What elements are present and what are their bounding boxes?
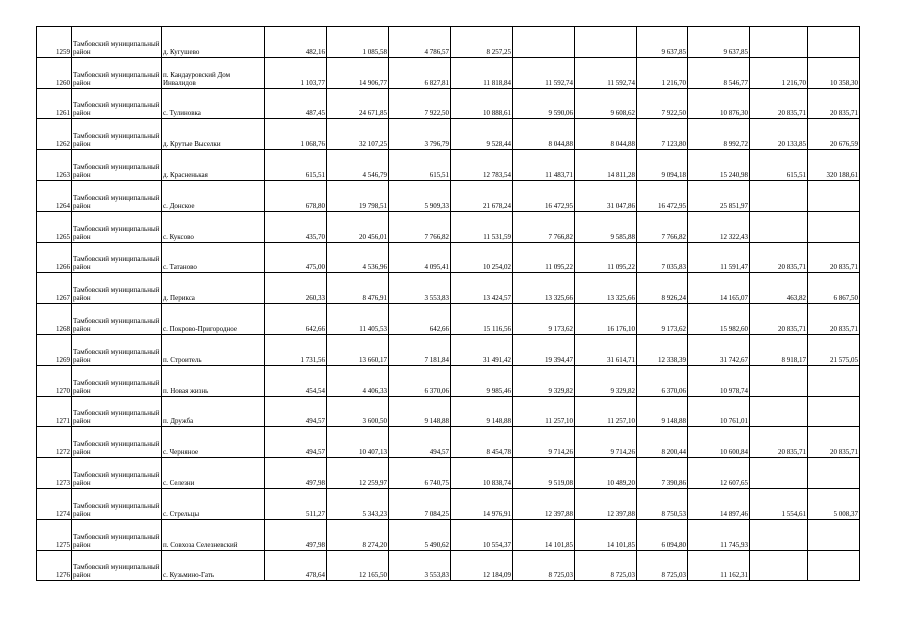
value-cell: 20 835,71 [750, 427, 808, 458]
value-cell: 6 094,80 [637, 519, 688, 550]
value-cell: 16 472,95 [637, 180, 688, 211]
value-cell: 8 044,88 [513, 119, 575, 150]
value-cell: 9 590,06 [513, 88, 575, 119]
row-number-cell: 1271 [37, 396, 72, 427]
value-cell: 25 851,97 [688, 180, 750, 211]
value-cell [808, 211, 860, 242]
value-cell: 478,64 [265, 550, 327, 581]
value-cell: 8 918,17 [750, 334, 808, 365]
district-cell: Тамбовский муниципальный район [72, 488, 162, 519]
value-cell: 31 491,42 [451, 334, 513, 365]
value-cell: 10 489,20 [575, 458, 637, 489]
value-cell: 463,82 [750, 273, 808, 304]
settlement-cell: п. Новая жизнь [162, 365, 265, 396]
value-cell: 14 811,28 [575, 150, 637, 181]
value-cell: 10 888,61 [451, 88, 513, 119]
table-row [37, 550, 860, 581]
table-row [37, 519, 860, 550]
value-cell: 642,66 [265, 304, 327, 335]
settlement-cell: п. Кандауровский Дом Инвалидов [162, 57, 265, 88]
value-cell: 15 116,56 [451, 304, 513, 335]
value-cell: 11 257,10 [513, 396, 575, 427]
value-cell: 1 216,70 [637, 57, 688, 88]
value-cell: 11 531,59 [451, 211, 513, 242]
value-cell [575, 27, 637, 58]
value-cell: 8 725,03 [513, 550, 575, 581]
settlement-cell: с. Кузьмино-Гать [162, 550, 265, 581]
value-cell: 320 188,61 [808, 150, 860, 181]
value-cell: 12 322,43 [688, 211, 750, 242]
value-cell: 12 338,39 [637, 334, 688, 365]
row-number-cell: 1260 [37, 57, 72, 88]
value-cell: 20 676,59 [808, 119, 860, 150]
value-cell: 8 725,03 [575, 550, 637, 581]
row-number-cell: 1269 [37, 334, 72, 365]
value-cell [808, 27, 860, 58]
table-row [37, 211, 860, 242]
row-number-cell: 1263 [37, 150, 72, 181]
value-cell: 4 786,57 [389, 27, 451, 58]
value-cell: 14 976,91 [451, 488, 513, 519]
settlement-cell: п. Совхоза Селезневский [162, 519, 265, 550]
row-number-cell: 1273 [37, 458, 72, 489]
value-cell: 494,57 [265, 427, 327, 458]
value-cell: 7 766,82 [389, 211, 451, 242]
value-cell: 12 607,65 [688, 458, 750, 489]
value-cell: 11 095,22 [513, 242, 575, 273]
value-cell: 11 591,47 [688, 242, 750, 273]
table-row [37, 27, 860, 58]
value-cell: 8 257,25 [451, 27, 513, 58]
value-cell: 12 259,97 [327, 458, 389, 489]
value-cell: 20 835,71 [808, 304, 860, 335]
value-cell: 6 867,50 [808, 273, 860, 304]
value-cell: 15 240,98 [688, 150, 750, 181]
value-cell: 12 783,54 [451, 150, 513, 181]
value-cell: 13 325,66 [575, 273, 637, 304]
value-cell: 8 750,53 [637, 488, 688, 519]
value-cell: 15 982,60 [688, 304, 750, 335]
value-cell: 7 181,84 [389, 334, 451, 365]
value-cell: 6 827,81 [389, 57, 451, 88]
district-cell: Тамбовский муниципальный район [72, 427, 162, 458]
value-cell: 12 165,50 [327, 550, 389, 581]
district-cell: Тамбовский муниципальный район [72, 150, 162, 181]
value-cell: 19 394,47 [513, 334, 575, 365]
value-cell: 16 176,10 [575, 304, 637, 335]
value-cell: 615,51 [265, 150, 327, 181]
value-cell: 7 390,86 [637, 458, 688, 489]
value-cell: 9 714,26 [575, 427, 637, 458]
value-cell: 11 818,84 [451, 57, 513, 88]
value-cell: 8 044,88 [575, 119, 637, 150]
district-cell: Тамбовский муниципальный район [72, 273, 162, 304]
value-cell: 24 671,85 [327, 88, 389, 119]
value-cell: 8 454,78 [451, 427, 513, 458]
value-cell: 8 992,72 [688, 119, 750, 150]
settlement-cell: д. Периксa [162, 273, 265, 304]
value-cell [808, 458, 860, 489]
value-cell: 11 257,10 [575, 396, 637, 427]
value-cell: 12 397,88 [513, 488, 575, 519]
value-cell: 20 835,71 [750, 242, 808, 273]
value-cell [750, 396, 808, 427]
value-cell: 11 592,74 [575, 57, 637, 88]
value-cell: 12 397,88 [575, 488, 637, 519]
value-cell: 13 660,17 [327, 334, 389, 365]
value-cell [750, 180, 808, 211]
table-row [37, 242, 860, 273]
value-cell: 475,00 [265, 242, 327, 273]
value-cell: 9 094,18 [637, 150, 688, 181]
district-cell: Тамбовский муниципальный район [72, 119, 162, 150]
value-cell [750, 365, 808, 396]
value-cell: 7 766,82 [513, 211, 575, 242]
value-cell: 31 614,71 [575, 334, 637, 365]
value-cell: 7 035,83 [637, 242, 688, 273]
value-cell: 494,57 [265, 396, 327, 427]
value-cell: 435,70 [265, 211, 327, 242]
district-cell: Тамбовский муниципальный район [72, 550, 162, 581]
district-cell: Тамбовский муниципальный район [72, 304, 162, 335]
value-cell: 1 554,61 [750, 488, 808, 519]
value-cell [750, 458, 808, 489]
value-cell: 9 528,44 [451, 119, 513, 150]
value-cell: 9 148,88 [451, 396, 513, 427]
value-cell: 1 103,77 [265, 57, 327, 88]
row-number-cell: 1259 [37, 27, 72, 58]
value-cell: 7 922,50 [389, 88, 451, 119]
value-cell: 9 329,82 [575, 365, 637, 396]
settlement-cell: с. Донское [162, 180, 265, 211]
value-cell: 21 575,05 [808, 334, 860, 365]
value-cell: 14 101,85 [513, 519, 575, 550]
value-cell: 14 101,85 [575, 519, 637, 550]
settlement-cell: п. Дружба [162, 396, 265, 427]
value-cell [808, 396, 860, 427]
value-cell: 11 162,31 [688, 550, 750, 581]
value-cell: 4 095,41 [389, 242, 451, 273]
value-cell: 6 740,75 [389, 458, 451, 489]
value-cell: 31 047,86 [575, 180, 637, 211]
table-row [37, 88, 860, 119]
value-cell: 10 254,02 [451, 242, 513, 273]
district-cell: Тамбовский муниципальный район [72, 57, 162, 88]
value-cell: 4 406,33 [327, 365, 389, 396]
value-cell: 5 008,37 [808, 488, 860, 519]
value-cell: 9 637,85 [637, 27, 688, 58]
value-cell: 9 714,26 [513, 427, 575, 458]
value-cell: 9 173,62 [637, 304, 688, 335]
value-cell: 20 835,71 [808, 427, 860, 458]
value-cell: 454,54 [265, 365, 327, 396]
table-row [37, 458, 860, 489]
settlement-cell: п. Строитель [162, 334, 265, 365]
value-cell: 21 678,24 [451, 180, 513, 211]
value-cell: 13 424,57 [451, 273, 513, 304]
row-number-cell: 1265 [37, 211, 72, 242]
row-number-cell: 1272 [37, 427, 72, 458]
row-number-cell: 1264 [37, 180, 72, 211]
value-cell: 11 592,74 [513, 57, 575, 88]
value-cell: 8 200,44 [637, 427, 688, 458]
settlement-cell: д. Кугушево [162, 27, 265, 58]
value-cell: 14 906,77 [327, 57, 389, 88]
row-number-cell: 1270 [37, 365, 72, 396]
value-cell [808, 365, 860, 396]
value-cell: 5 343,23 [327, 488, 389, 519]
district-cell: Тамбовский муниципальный район [72, 211, 162, 242]
value-cell: 9 173,62 [513, 304, 575, 335]
value-cell: 10 407,13 [327, 427, 389, 458]
value-cell: 12 184,09 [451, 550, 513, 581]
value-cell: 10 358,30 [808, 57, 860, 88]
value-cell [750, 550, 808, 581]
value-cell: 14 897,46 [688, 488, 750, 519]
table-row [37, 427, 860, 458]
row-number-cell: 1261 [37, 88, 72, 119]
value-cell [750, 211, 808, 242]
value-cell: 9 329,82 [513, 365, 575, 396]
value-cell: 482,16 [265, 27, 327, 58]
value-cell: 9 585,88 [575, 211, 637, 242]
value-cell: 5 909,33 [389, 180, 451, 211]
value-cell: 1 085,58 [327, 27, 389, 58]
value-cell: 5 490,62 [389, 519, 451, 550]
value-cell: 7 766,82 [637, 211, 688, 242]
table-body [37, 27, 860, 581]
value-cell: 10 600,84 [688, 427, 750, 458]
value-cell: 9 985,46 [451, 365, 513, 396]
row-number-cell: 1276 [37, 550, 72, 581]
settlement-cell: с. Черняное [162, 427, 265, 458]
table-row [37, 150, 860, 181]
district-cell: Тамбовский муниципальный район [72, 334, 162, 365]
value-cell: 19 798,51 [327, 180, 389, 211]
row-number-cell: 1275 [37, 519, 72, 550]
row-number-cell: 1266 [37, 242, 72, 273]
settlement-cell: с. Селезни [162, 458, 265, 489]
value-cell: 3 600,50 [327, 396, 389, 427]
value-cell: 10 978,74 [688, 365, 750, 396]
value-cell: 3 553,83 [389, 273, 451, 304]
district-cell: Тамбовский муниципальный район [72, 88, 162, 119]
value-cell: 7 084,25 [389, 488, 451, 519]
value-cell: 9 519,08 [513, 458, 575, 489]
value-cell: 7 123,80 [637, 119, 688, 150]
value-cell: 1 216,70 [750, 57, 808, 88]
value-cell: 10 876,30 [688, 88, 750, 119]
value-cell: 20 835,71 [750, 88, 808, 119]
value-cell: 1 068,76 [265, 119, 327, 150]
value-cell: 511,27 [265, 488, 327, 519]
value-cell: 8 274,20 [327, 519, 389, 550]
settlement-cell: д. Красненькая [162, 150, 265, 181]
settlement-cell: с. Куксово [162, 211, 265, 242]
district-cell: Тамбовский муниципальный район [72, 27, 162, 58]
value-cell [750, 27, 808, 58]
value-cell: 6 370,06 [637, 365, 688, 396]
value-cell: 487,45 [265, 88, 327, 119]
value-cell: 9 608,62 [575, 88, 637, 119]
value-cell [808, 180, 860, 211]
settlement-cell: с. Покрово-Пригородное [162, 304, 265, 335]
value-cell: 32 107,25 [327, 119, 389, 150]
value-cell: 10 761,01 [688, 396, 750, 427]
settlement-cell: д. Крутые Выселки [162, 119, 265, 150]
value-cell: 260,33 [265, 273, 327, 304]
value-cell: 10 838,74 [451, 458, 513, 489]
value-cell: 20 835,71 [750, 304, 808, 335]
value-cell [750, 519, 808, 550]
value-cell: 13 325,66 [513, 273, 575, 304]
row-number-cell: 1268 [37, 304, 72, 335]
table-row [37, 396, 860, 427]
value-cell: 494,57 [389, 427, 451, 458]
district-cell: Тамбовский муниципальный район [72, 519, 162, 550]
value-cell: 20 835,71 [808, 88, 860, 119]
value-cell: 678,80 [265, 180, 327, 211]
value-cell: 497,98 [265, 519, 327, 550]
table-row [37, 119, 860, 150]
district-cell: Тамбовский муниципальный район [72, 396, 162, 427]
table-row [37, 365, 860, 396]
table-row [37, 334, 860, 365]
row-number-cell: 1274 [37, 488, 72, 519]
district-cell: Тамбовский муниципальный район [72, 242, 162, 273]
value-cell [808, 550, 860, 581]
value-cell: 6 370,06 [389, 365, 451, 396]
value-cell: 1 731,56 [265, 334, 327, 365]
value-cell: 16 472,95 [513, 180, 575, 211]
value-cell: 31 742,67 [688, 334, 750, 365]
settlement-cell: с. Тулиновка [162, 88, 265, 119]
value-cell: 8 476,91 [327, 273, 389, 304]
value-cell: 14 165,07 [688, 273, 750, 304]
row-number-cell: 1262 [37, 119, 72, 150]
value-cell: 8 926,24 [637, 273, 688, 304]
district-cell: Тамбовский муниципальный район [72, 180, 162, 211]
district-cell: Тамбовский муниципальный район [72, 458, 162, 489]
value-cell: 642,66 [389, 304, 451, 335]
table-row [37, 488, 860, 519]
value-cell: 20 133,85 [750, 119, 808, 150]
value-cell: 11 483,71 [513, 150, 575, 181]
value-cell [808, 519, 860, 550]
district-cell: Тамбовский муниципальный район [72, 365, 162, 396]
value-cell: 9 637,85 [688, 27, 750, 58]
value-cell: 4 546,79 [327, 150, 389, 181]
row-number-cell: 1267 [37, 273, 72, 304]
value-cell: 9 148,88 [637, 396, 688, 427]
value-cell: 11 745,93 [688, 519, 750, 550]
value-cell: 615,51 [750, 150, 808, 181]
table-row [37, 273, 860, 304]
value-cell: 20 835,71 [808, 242, 860, 273]
value-cell: 10 554,37 [451, 519, 513, 550]
value-cell: 11 095,22 [575, 242, 637, 273]
value-cell: 615,51 [389, 150, 451, 181]
settlement-cell: с. Татаново [162, 242, 265, 273]
value-cell: 497,98 [265, 458, 327, 489]
value-cell: 4 536,96 [327, 242, 389, 273]
value-cell: 8 546,77 [688, 57, 750, 88]
value-cell: 8 725,03 [637, 550, 688, 581]
value-cell: 9 148,88 [389, 396, 451, 427]
value-cell: 3 553,83 [389, 550, 451, 581]
table-row [37, 57, 860, 88]
table-row [37, 180, 860, 211]
value-cell: 11 405,53 [327, 304, 389, 335]
value-cell [513, 27, 575, 58]
data-table [36, 26, 860, 581]
value-cell: 7 922,50 [637, 88, 688, 119]
table-row [37, 304, 860, 335]
value-cell: 3 796,79 [389, 119, 451, 150]
settlement-cell: с. Стрельцы [162, 488, 265, 519]
value-cell: 20 456,01 [327, 211, 389, 242]
